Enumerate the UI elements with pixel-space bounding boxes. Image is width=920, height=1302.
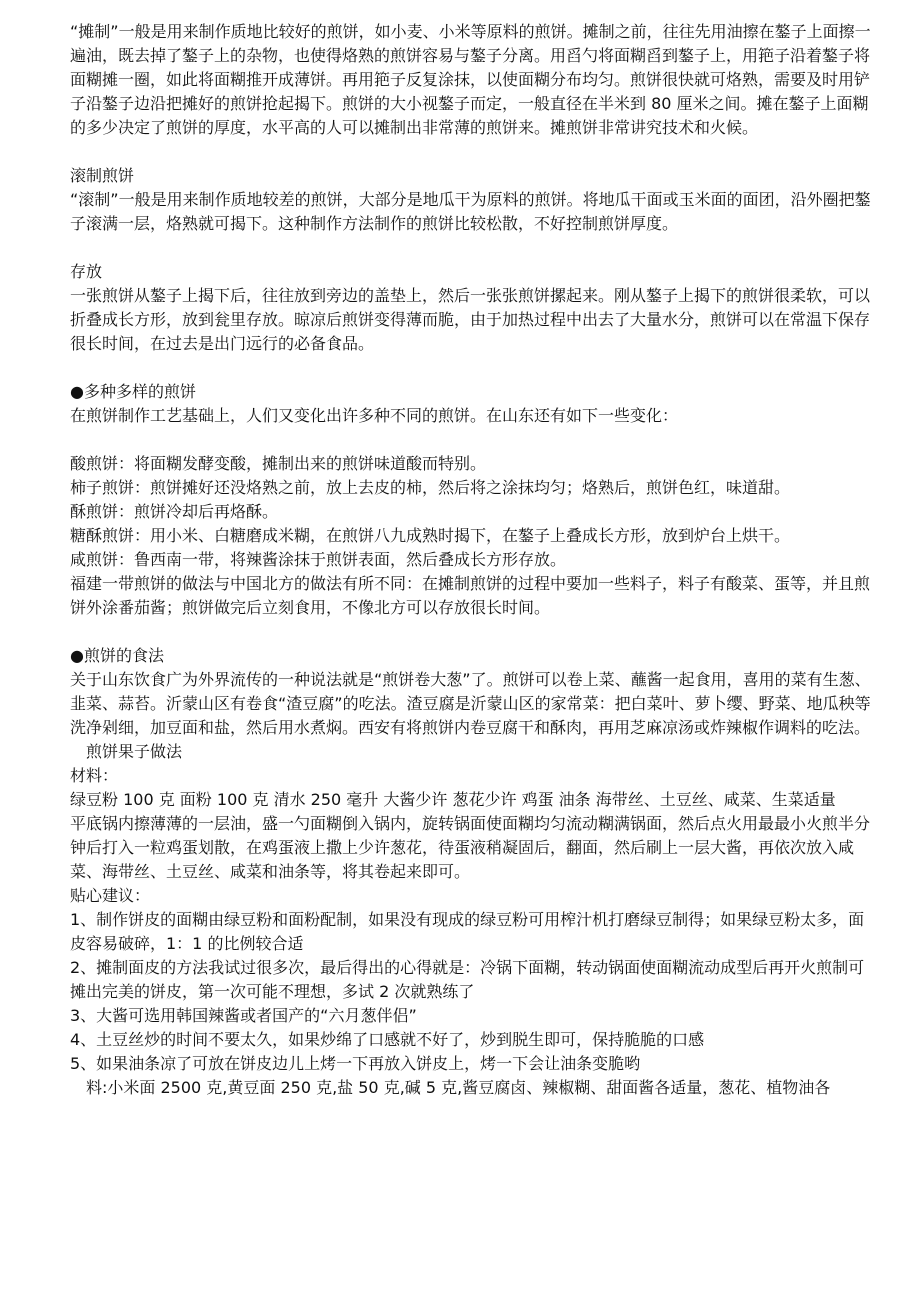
materials-list: 绿豆粉 100 克 面粉 100 克 清水 250 毫升 大酱少许 葱花少许 鸡蛋 油条 海带丝、土豆丝、咸菜、生菜适量 <box>70 790 836 809</box>
section-heading-varieties: ●多种多样的煎饼 <box>70 382 196 401</box>
variety-item: 糖酥煎饼：用小米、白糖磨成米糊，在煎饼八九成熟时揭下，在鏊子上叠成长方形，放到炉台上烘干。 <box>70 526 791 545</box>
rolling-paragraph: “滚制”一般是用来制作质地较差的煎饼，大部分是地瓜干为原料的煎饼。将地瓜干面或玉米面的面团，沿外圈把鏊子滚满一层，烙熟就可揭下。这种制作方法制作的煎饼比较松散，不好控制煎饼厚度。 <box>70 190 871 233</box>
tip-item: 1、制作饼皮的面糊由绿豆粉和面粉配制，如果没有现成的绿豆粉可用榨汁机打磨绿豆制得；如果绿豆粉太多，面皮容易破碎，1：1 的比例较合适 <box>70 910 865 953</box>
intro-paragraph: “摊制”一般是用来制作质地比较好的煎饼，如小麦、小米等原料的煎饼。摊制之前，往往先用油擦在鏊子上面擦一遍油，既去掉了鏊子上的杂物，也使得烙熟的煎饼容易与鏊子分离。用舀勺将面糊舀到鏊子上，用筢子沿着鏊子将面糊摊一圈，如此将面糊推开成薄饼。再用筢子反复涂抹，以使面糊分布均匀。煎饼很快就可烙熟，需要及时用铲子沿鏊子边沿把摊好的煎饼抢起揭下。煎饼的大小视鏊子而定，一般直径在半米到 80 厘米之间。摊在鏊子上面糊的多少决定了煎饼的厚度，水平高的人可以摊制出非常薄的煎饼来。摊煎饼非常讲究技术和火候。 <box>70 22 871 137</box>
tip-item: 3、大酱可选用韩国辣酱或者国产的“六月葱伴侣” <box>70 1006 417 1025</box>
section-heading-storage: 存放 <box>70 262 103 281</box>
ingredients-line: 料:小米面 2500 克,黄豆面 250 克,盐 50 克,碱 5 克,酱豆腐卤、辣椒糊、甜面酱各适量，葱花、植物油各 <box>86 1078 831 1097</box>
eating-paragraph: 关于山东饮食广为外界流传的一种说法就是“煎饼卷大葱”了。煎饼可以卷上菜、蘸酱一起食用，喜用的菜有生葱、韭菜、蒜苔。沂蒙山区有卷食“渣豆腐”的吃法。渣豆腐是沂蒙山区的家常菜：把白菜叶、萝卜缨、野菜、地瓜秧等洗净剁细，加豆面和盐，然后用水煮焖。西安有将煎饼内卷豆腐干和酥肉，再用芝麻凉汤或炸辣椒作调料的吃法。 <box>70 670 871 737</box>
spacer <box>70 620 880 644</box>
varieties-intro: 在煎饼制作工艺基础上，人们又变化出许多种不同的煎饼。在山东还有如下一些变化： <box>70 406 679 425</box>
variety-item: 咸煎饼：鲁西南一带，将辣酱涂抹于煎饼表面，然后叠成长方形存放。 <box>70 550 567 569</box>
tip-item: 2、摊制面皮的方法我试过很多次，最后得出的心得就是：冷锅下面糊，转动锅面使面糊流动成型后再开火煎制可摊出完美的饼皮，第一次可能不理想，多试 2 次就熟练了 <box>70 958 865 1001</box>
variety-item: 酸煎饼：将面糊发酵变酸，摊制出来的煎饼味道酸而特别。 <box>70 454 487 473</box>
method-paragraph: 平底锅内擦薄薄的一层油，盛一勺面糊倒入锅内，旋转锅面使面糊均匀流动糊满锅面，然后点火用最最小火煎半分钟后打入一粒鸡蛋划散，在鸡蛋液上撒上少许葱花，待蛋液稍凝固后，翻面，然后刷上一层大酱，再依次放入咸菜、海带丝、土豆丝、咸菜和油条等，将其卷起来即可。 <box>70 814 871 881</box>
tips-label: 贴心建议： <box>70 886 151 905</box>
spacer <box>70 428 880 452</box>
spacer <box>70 236 880 260</box>
variety-item: 柿子煎饼：煎饼摊好还没烙熟之前，放上去皮的柿，然后将之涂抹均匀；烙熟后，煎饼色红，味道甜。 <box>70 478 791 497</box>
section-heading-guozi: 煎饼果子做法 <box>86 742 183 761</box>
variety-item: 酥煎饼：煎饼冷却后再烙酥。 <box>70 502 279 521</box>
section-heading-eating: ●煎饼的食法 <box>70 646 164 665</box>
tip-item: 5、如果油条凉了可放在饼皮边儿上烤一下再放入饼皮上，烤一下会让油条变脆哟 <box>70 1054 641 1073</box>
storage-paragraph: 一张煎饼从鏊子上揭下后，往往放到旁边的盖垫上，然后一张张煎饼摞起来。刚从鏊子上揭下的煎饼很柔软，可以折叠成长方形，放到瓮里存放。晾凉后煎饼变得薄而脆，由于加热过程中出去了大量水分，煎饼可以在常温下保存很长时间，在过去是出门远行的必备食品。 <box>70 286 871 353</box>
spacer <box>70 140 880 164</box>
variety-item: 福建一带煎饼的做法与中国北方的做法有所不同：在摊制煎饼的过程中要加一些料子，料子有酸菜、蛋等，并且煎饼外涂番茄酱；煎饼做完后立刻食用，不像北方可以存放很长时间。 <box>70 574 871 617</box>
section-heading-rolling: 滚制煎饼 <box>70 166 135 185</box>
tip-item: 4、土豆丝炒的时间不要太久，如果炒绵了口感就不好了，炒到脱生即可，保持脆脆的口感 <box>70 1030 705 1049</box>
materials-label: 材料： <box>70 766 119 785</box>
spacer <box>70 356 880 380</box>
